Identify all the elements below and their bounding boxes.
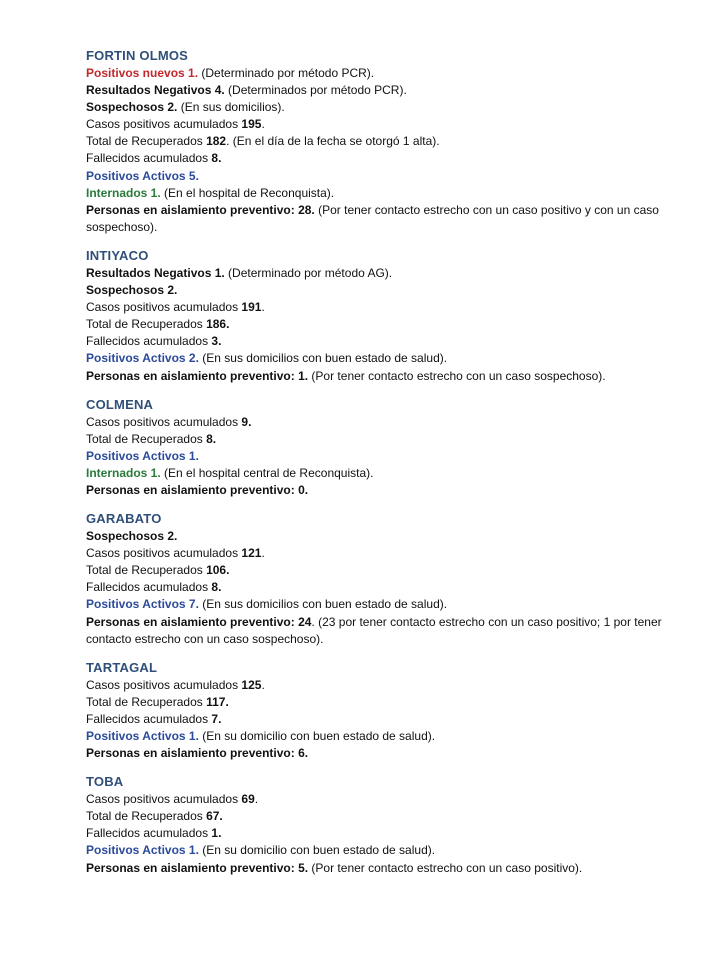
cumulative-cases-line xyxy=(86,791,686,808)
deceased-line xyxy=(86,825,686,842)
deceased-line xyxy=(86,711,686,728)
value: 121 xyxy=(241,546,262,561)
section-title: TARTAGAL xyxy=(86,659,158,675)
isolation-label: Personas en aislamiento preventivo: 28. xyxy=(86,202,315,217)
active-positives-label: Positivos Activos 1. xyxy=(86,843,199,858)
recovered-line xyxy=(86,808,686,825)
value: 195 xyxy=(241,117,262,132)
active-positives-line xyxy=(86,842,686,859)
deceased-line xyxy=(86,333,686,350)
negative-results-line xyxy=(86,82,686,99)
section-title: FORTIN OLMOS xyxy=(86,48,189,63)
end: . xyxy=(261,300,265,315)
label: Casos positivos acumulados xyxy=(86,414,242,429)
label: Fallecidos acumulados xyxy=(86,151,212,166)
note: (En su domicilio con buen estado de salud). xyxy=(198,843,436,858)
suspects-label: Sospechosos 2. xyxy=(86,529,178,544)
suspects-line xyxy=(86,99,686,116)
label: Casos positivos acumulados xyxy=(86,300,242,315)
value: 3. xyxy=(211,334,222,349)
recovered-line xyxy=(86,316,686,333)
end: . xyxy=(261,546,265,561)
isolation-line xyxy=(86,482,686,499)
value: 8. xyxy=(211,580,222,595)
negative-results-line xyxy=(86,265,686,282)
isolation-line xyxy=(86,202,686,236)
end: . xyxy=(254,792,259,807)
note: (En el hospital de Reconquista). xyxy=(160,185,335,200)
suspects-label: Sospechosos 2. xyxy=(86,283,178,298)
value: 8. xyxy=(211,151,222,166)
recovered-line xyxy=(86,562,686,579)
label: Fallecidos acumulados xyxy=(86,711,212,726)
active-positives-line xyxy=(86,596,686,613)
isolation-line xyxy=(86,368,686,385)
cumulative-cases-line xyxy=(86,677,686,694)
value: 182 xyxy=(206,134,227,149)
active-positives-label: Positivos Activos 7. xyxy=(86,597,199,612)
section-toba xyxy=(86,773,686,876)
end: . xyxy=(261,117,265,132)
active-positives-label: Positivos Activos 1. xyxy=(86,448,199,463)
label: Fallecidos acumulados xyxy=(86,826,212,841)
suspects-line xyxy=(86,528,686,545)
note: (Determinados por método PCR). xyxy=(224,83,407,98)
cumulative-cases-line xyxy=(86,116,686,133)
value: 7. xyxy=(211,711,222,726)
new-positives-label: Positivos nuevos 1. xyxy=(86,66,199,80)
section-title: INTIYACO xyxy=(86,247,149,263)
label: Total de Recuperados xyxy=(86,694,207,709)
note: (En sus domicilios con buen estado de salud). xyxy=(198,351,448,366)
label: Total de Recuperados xyxy=(86,809,207,824)
section-intiyaco xyxy=(86,247,686,385)
value: 186. xyxy=(206,317,230,332)
isolation-label: Personas en aislamiento preventivo: 5. xyxy=(86,860,309,875)
active-positives-line xyxy=(86,168,686,185)
deceased-line xyxy=(86,579,686,596)
active-positives-label: Positivos Activos 1. xyxy=(86,729,199,743)
section-fortin-olmos xyxy=(86,47,686,236)
label: Casos positivos acumulados xyxy=(86,677,242,692)
suspects-label: Sospechosos 2. xyxy=(86,100,178,115)
deceased-line xyxy=(86,150,686,167)
isolation-line xyxy=(86,745,686,762)
label: Casos positivos acumulados xyxy=(86,117,242,132)
negative-results-label: Resultados Negativos 4. xyxy=(86,83,225,98)
isolation-line xyxy=(86,860,686,877)
cumulative-cases-line xyxy=(86,414,686,431)
value: 106. xyxy=(206,563,230,578)
note: (En el hospital central de Reconquista). xyxy=(160,465,374,480)
active-positives-label: Positivos Activos 5. xyxy=(86,168,199,183)
note: (En su domicilio con buen estado de salud). xyxy=(198,729,436,743)
value: 191 xyxy=(241,300,262,315)
end: . xyxy=(261,677,265,692)
label: Total de Recuperados xyxy=(86,563,207,578)
value: 1. xyxy=(211,826,222,841)
isolation-line xyxy=(86,614,686,648)
isolation-label: Personas en aislamiento preventivo: 0. xyxy=(86,482,309,497)
cumulative-cases-line xyxy=(86,545,686,562)
label: Total de Recuperados xyxy=(86,134,207,149)
note: (En sus domicilios). xyxy=(177,100,285,115)
label: Total de Recuperados xyxy=(86,317,207,332)
label: Casos positivos acumulados xyxy=(86,546,242,561)
active-positives-label: Positivos Activos 2. xyxy=(86,351,199,366)
recovered-line xyxy=(86,133,686,150)
note: (Por tener contacto estrecho con un caso positivo y con un caso sospechoso). xyxy=(86,202,659,234)
note: (En sus domicilios con buen estado de salud). xyxy=(198,597,448,612)
isolation-label: Personas en aislamiento preventivo: 6. xyxy=(86,746,309,761)
active-positives-line xyxy=(86,350,686,367)
hospitalized-label: Internados 1. xyxy=(86,465,161,480)
note: . (23 por tener contacto estrecho con un caso positivo; 1 por tener contacto estrecho con un caso sospechoso). xyxy=(86,614,662,646)
isolation-label: Personas en aislamiento preventivo: 24 xyxy=(86,614,312,629)
note: . (En el día de la fecha se otorgó 1 alta). xyxy=(226,134,440,149)
note: (Determinado por método AG). xyxy=(224,265,393,280)
value: 9. xyxy=(241,414,252,429)
section-title: COLMENA xyxy=(86,396,154,412)
note: (Determinado por método PCR). xyxy=(198,66,375,80)
label: Total de Recuperados xyxy=(86,431,207,446)
section-title: GARABATO xyxy=(86,511,162,527)
recovered-line xyxy=(86,431,686,448)
negative-results-label: Resultados Negativos 1. xyxy=(86,265,225,280)
cumulative-cases-line xyxy=(86,299,686,316)
value: 117. xyxy=(206,694,229,709)
hospitalized-line xyxy=(86,465,686,482)
note: (Por tener contacto estrecho con un caso positivo). xyxy=(308,860,583,875)
value: 125 xyxy=(241,677,262,692)
new-positives-line xyxy=(86,65,686,82)
hospitalized-label: Internados 1. xyxy=(86,185,161,200)
section-title: TOBA xyxy=(86,774,124,790)
recovered-line xyxy=(86,694,686,711)
section-tartagal xyxy=(86,659,686,762)
isolation-label: Personas en aislamiento preventivo: 1. xyxy=(86,368,309,383)
value: 8. xyxy=(206,431,217,446)
active-positives-line xyxy=(86,448,686,465)
report-content xyxy=(86,47,686,888)
section-garabato xyxy=(86,510,686,648)
suspects-line xyxy=(86,282,686,299)
active-positives-line xyxy=(86,728,686,745)
value: 69 xyxy=(241,792,255,807)
value: 67. xyxy=(206,809,223,824)
note: (Por tener contacto estrecho con un caso sospechoso). xyxy=(308,368,606,383)
section-colmena xyxy=(86,396,686,499)
hospitalized-line xyxy=(86,185,686,202)
label: Casos positivos acumulados xyxy=(86,792,242,807)
label: Fallecidos acumulados xyxy=(86,580,212,595)
label: Fallecidos acumulados xyxy=(86,334,212,349)
